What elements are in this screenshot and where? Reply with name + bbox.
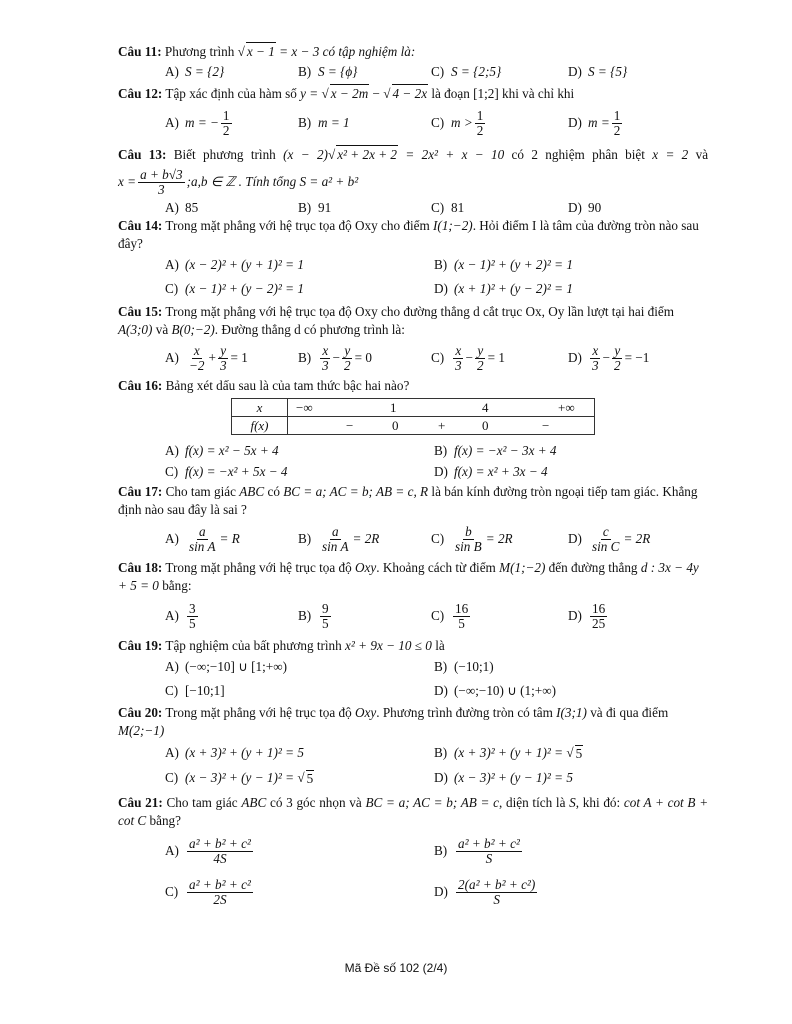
option-d[interactable]: D) $\frac{c}{\text{sin C}}$ = 2R — [568, 523, 651, 554]
options-row — [118, 679, 708, 703]
options-row — [118, 440, 708, 461]
option-d[interactable]: D) $\frac{16}{25}$ — [568, 600, 606, 631]
option-d[interactable]: D) (x + 1)² + (y − 2)² = 1 — [434, 281, 573, 296]
options-row — [118, 872, 708, 912]
option-a[interactable]: A) m = − $\frac{1}{2}$ — [165, 107, 230, 138]
question-label: Câu 11: — [118, 44, 162, 59]
option-a[interactable]: A) $\frac{\text{a² + b² + c²}}{4S}$ — [165, 835, 251, 866]
question-18: Câu 18: Trong mặt phẳng với hệ trục tọa độ Oxy. Khoảng cách từ điểm M(1;−2) đến đường thẳng d : 3x − 4y + 5 = 0 bằng: — [118, 560, 699, 593]
option-c[interactable]: C) 81 — [431, 200, 465, 215]
option-a[interactable]: A) (x + 3)² + (y + 1)² = 5 — [165, 745, 304, 760]
question-13: Câu 13: Biết phương trình (x − 2)√ x² + 2x + 2 = 2x² + x − 10 có 2 nghiệm phân biệt x = 2 và — [118, 147, 709, 162]
option-d[interactable]: D) $\frac{\text{2(a² + b² + c²)}}{S}$ — [434, 876, 536, 907]
option-d[interactable]: D) $\frac{x}{3}$ − $\frac{y}{2}$ = −1 — [568, 342, 650, 373]
options-row — [118, 766, 708, 790]
option-c[interactable]: C) (x − 3)² + (y − 1)² = √ 5 — [165, 770, 314, 786]
option-a[interactable]: A) $\frac{x}{-2}$ + $\frac{y}{3}$ = 1 — [165, 342, 248, 373]
question-20: Câu 20: Trong mặt phẳng với hệ trục tọa độ Oxy. Phương trình đường tròn có tâm I(3;1) và đi qua điểm M(2;−1) — [118, 705, 669, 738]
options-row — [118, 200, 708, 216]
option-b[interactable]: B) $\frac{9}{5}$ — [298, 600, 329, 631]
options-row — [118, 461, 708, 482]
option-d[interactable]: D) m = $\frac{1}{2}$ — [568, 107, 621, 138]
option-a[interactable]: A) S = {2} — [165, 63, 225, 79]
option-d[interactable]: D) S = {5} — [568, 63, 628, 79]
options-row — [118, 253, 708, 277]
option-d[interactable]: D) 90 — [568, 200, 602, 215]
option-a[interactable]: A) $\frac{3}{5}$ — [165, 600, 196, 631]
option-b[interactable]: B) $\frac{a}{\text{sin A}}$ = 2R — [298, 523, 380, 554]
option-a[interactable]: A) 85 — [165, 200, 199, 215]
question-15: Câu 15: Trong mặt phẳng với hệ trục tọa độ Oxy cho đường thẳng d cắt trục Ox, Oy lần lượt tại hai điểm A(3;0) và B(0;−2). Đường thẳng d có phương trình là: — [118, 304, 675, 337]
question-17: Câu 17: Cho tam giác ABC có BC = a; AC = b; AB = c, R là bán kính đường tròn ngoại tiếp tam giác. Khẳng định nào sau đây là sai ? — [118, 484, 698, 517]
option-a[interactable]: A) f(x) = x² − 5x + 4 — [165, 442, 279, 458]
option-a[interactable]: A) (x − 2)² + (y + 1)² = 1 — [165, 257, 304, 272]
option-b[interactable]: B) (−10;1) — [434, 659, 494, 674]
option-c[interactable]: C) m > $\frac{1}{2}$ — [431, 107, 484, 138]
question-11: Câu 11: Phương trình √ x − 1 = x − 3 có tập nghiệm là: — [118, 44, 416, 59]
question-12: Câu 12: Tập xác định của hàm số y = √ x − 2m − √ 4 − 2x là đoạn [1;2] khi và chỉ khi — [118, 86, 575, 101]
option-b[interactable]: B) S = {ϕ} — [298, 63, 358, 79]
option-c[interactable]: C) f(x) = −x² + 5x − 4 — [165, 463, 288, 479]
option-c[interactable]: C) S = {2;5} — [431, 63, 502, 79]
option-b[interactable]: B) (x − 1)² + (y + 2)² = 1 — [434, 257, 573, 272]
option-d[interactable]: D) f(x) = x² + 3x − 4 — [434, 463, 548, 479]
options-row — [118, 595, 708, 637]
question-14: Câu 14: Trong mặt phẳng với hệ trục tọa độ Oxy cho điểm I(1;−2). Hỏi điểm I là tâm của đường tròn nào sau đây? — [118, 218, 699, 251]
options-row — [118, 61, 708, 82]
page-footer: Mã Đề số 102 (2/4) — [344, 961, 448, 975]
option-c[interactable]: C) $\frac{b}{\text{sin B}}$ = 2R — [431, 523, 513, 554]
option-b[interactable]: B) m = 1 — [298, 115, 350, 130]
sign-table: x −∞ 1 4 +∞ f(x) − 0 + 0 − — [231, 398, 595, 435]
option-b[interactable]: B) 91 — [298, 200, 332, 215]
question-16: Câu 16: Bảng xét dấu sau là của tam thức bậc hai nào? — [118, 378, 410, 393]
question-13-cont: x = $\frac{a + b√3}{3}$ ;a,b ∈ ℤ . Tính tổng S = a² + b² — [118, 166, 359, 197]
question-21: Câu 21: Cho tam giác ABC có 3 góc nhọn và BC = a; AC = b; AB = c, diện tích là S, khi đó: cot A + cot B + cot C bằng? — [118, 795, 709, 828]
options-row — [118, 103, 708, 143]
option-b[interactable]: B) (x + 3)² + (y + 1)² = √ 5 — [434, 745, 583, 761]
options-row — [118, 519, 708, 559]
options-row — [118, 830, 708, 872]
exam-page — [118, 42, 708, 912]
option-c[interactable]: C) [−10;1] — [165, 683, 225, 698]
option-a[interactable]: A) $\frac{a}{\text{sin A}}$ = R — [165, 523, 240, 554]
option-c[interactable]: C) $\frac{16}{5}$ — [431, 600, 469, 631]
option-c[interactable]: C) (x − 1)² + (y − 2)² = 1 — [165, 281, 304, 296]
options-row — [118, 339, 708, 377]
option-c[interactable]: C) $\frac{x}{3}$ − $\frac{y}{2}$ = 1 — [431, 342, 505, 373]
option-b[interactable]: B) f(x) = −x² − 3x + 4 — [434, 442, 557, 458]
question-19: Câu 19: Tập nghiệm của bất phương trình x² + 9x − 10 ≤ 0 là — [118, 638, 445, 653]
option-c[interactable]: C) $\frac{\text{a² + b² + c²}}{2S}$ — [165, 876, 251, 907]
option-b[interactable]: B) $\frac{x}{3}$ − $\frac{y}{2}$ = 0 — [298, 342, 372, 373]
option-d[interactable]: D) (x − 3)² + (y − 1)² = 5 — [434, 770, 573, 785]
options-row — [118, 740, 708, 766]
option-d[interactable]: D) (−∞;−10) ∪ (1;+∞) — [434, 683, 557, 698]
options-row — [118, 655, 708, 679]
options-row — [118, 277, 708, 301]
option-b[interactable]: B) $\frac{\text{a² + b² + c²}}{S}$ — [434, 835, 520, 866]
option-a[interactable]: A) (−∞;−10] ∪ [1;+∞) — [165, 659, 288, 674]
